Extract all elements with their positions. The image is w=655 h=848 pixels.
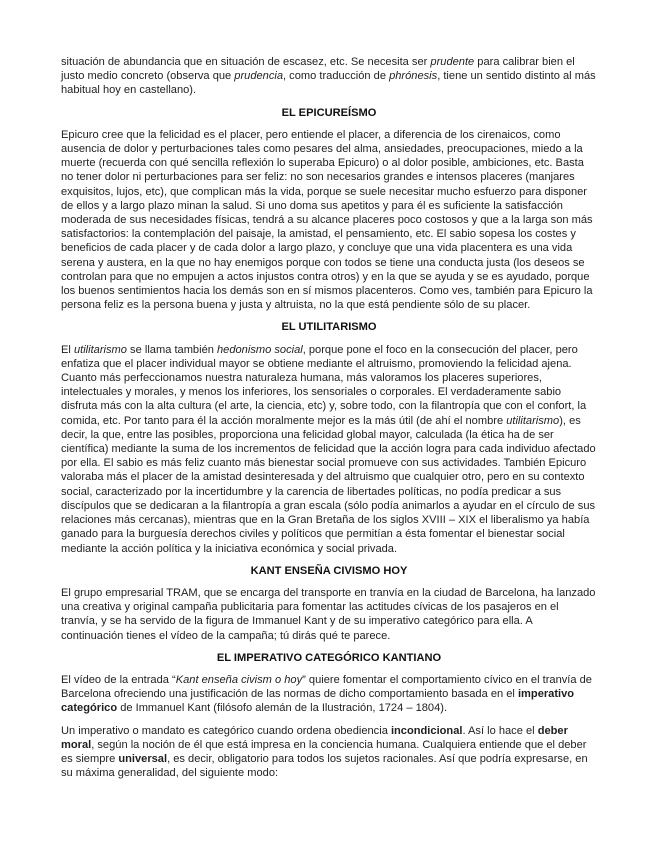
text-run: ), es decir, la que, entre las posibles, proporciona una felicidad global mayor, calculada (la ética ha de ser científica) mediante la suma de los incrementos de felicidad que la acción logra para cada individuo afectado por ella. El sabio es más feliz cuanto más bienestar social promueve con sus actividades. También Epicuro valoraba más el placer de la amistad desinteresada y del altruismo que cualquier otro, pero en su contexto social, caracterizado por la incertidumbre y la carencia de libertades políticas, no podía predicar a sus discípulos que se dedicaran a la filantropía a gran escala (sólo podía animarlos a ayudar en el círculo de sus relaciones más cercanas), mientras que en la Gran Bretaña de los siglos XVIII – XIX el liberalismo ya había ganado para la burguesía derechos civiles y políticos que permitían a ésta fomentar el bienestar social mediante la acción política y la iniciativa económica y social privada. — [61, 414, 596, 555]
text-run: situación de abundancia que en situación de escasez, etc. Se necesita ser — [61, 56, 431, 68]
heading-kant-civismo: KANT ENSEÑA CIVISMO HOY — [250, 564, 408, 577]
text-run: , porque pone el foco en la consecución del placer, pero enfatiza que el placer individual mayor se obtiene mediante el altruismo, promoviendo la felicidad ajena. Cuanto más perfeccionamos nuestra naturaleza humana, más valoramos los placeres superiores, intelectuales y morales, y menos los inferiores, los sensoriales o corporales. El verdaderamente sabio disfruta más con la alta cultura (el arte, la ciencia, etc) y, sobre todo, con la filantropía que con el confort, la comida, etc. Por tanto para él la acción moralmente mejor es la más útil (de ahí el nombre — [61, 343, 587, 427]
imperativo-paragraph-2 — [61, 724, 597, 781]
bold-term: incondicional — [390, 724, 463, 737]
italic-term: phrónesis — [389, 70, 438, 83]
text-run: para calibrar bien el justo medio concreto (observa que — [61, 56, 575, 83]
text-run: ” quiere fomentar el comportamiento cívico en el tranvía de Barcelona ofreciendo una justificación de las normas de dicho comportamiento basada en el — [61, 673, 592, 701]
text-run: El — [61, 343, 74, 356]
text-run: El vídeo de la entrada “ — [61, 673, 176, 686]
bold-term: universal — [118, 752, 168, 765]
text-run: . Así lo hace el — [462, 724, 538, 737]
imperativo-paragraph-1 — [61, 673, 597, 716]
intro-paragraph — [61, 55, 597, 98]
epicureismo-paragraph: Epicuro cree que la felicidad es el placer, pero entiende el placer, a diferencia de los cirenaicos, como ausencia de dolor y perturbaciones tales como pesares del alma, ansiedades, preocupaciones, miedo a la muerte (recuerda con qué sencilla reflexión lo superaba Epicuro) o al dolor posible, ambiciones, etc. Basta no tener dolor ni perturbaciones para ser feliz: no son necesarios grandes e intensos placeres (manjares exquisitos, lujos, etc), que complican más la vida, porque se suele necesitar mucho esfuerzo para disponer de ellos y a largo plazo minan la salud. Si uno doma sus apetitos y para él es suficiente la satisfacción moderada de sus necesidades físicas, tendrá a su alcance placeres poco costosos y que a la larga son más satisfactorios: la contemplación del paisaje, la amistad, el pensamiento, etc. El sabio sopesa los costes y beneficios de cada placer y de cada dolor a largo plazo, y concluye que una vida placentera es una vida serena y austera, en la que no hay enemigos porque con todos se tiene una conducta justa (los deseos se controlan para que no empujen a actos injustos contra otros) y en la que se ayuda y se es ayudado, porque los buenos sentimientos hacia los demás son en sí mismos placenteros. Como ves, también para Epicuro la persona feliz es la persona buena y justa y altruista, no la que está pendiente sólo de su placer. — [61, 128, 593, 312]
heading-utilitarismo: EL UTILITARISMO — [281, 321, 377, 334]
italic-term: prudencia — [234, 70, 284, 83]
heading-epicureismo: EL EPICUREÍSMO — [281, 106, 377, 119]
text-run: Un imperativo o mandato es categórico cuando ordena obediencia — [61, 724, 391, 737]
bold-term: deber moral — [61, 724, 568, 751]
italic-term: hedonismo social — [217, 343, 303, 356]
italic-term: utilitarismo — [506, 414, 560, 427]
text-run: se llama también — [126, 343, 217, 356]
utilitarismo-paragraph — [61, 343, 597, 556]
italic-term: prudente — [430, 56, 475, 68]
document-page — [61, 55, 597, 788]
text-run: , como traducción de — [283, 70, 390, 83]
text-run: de Immanuel Kant (filósofo alemán de la Ilustración, 1724 – 1804). — [117, 702, 448, 715]
kant-civismo-paragraph: El grupo empresarial TRAM, que se encarga del transporte en tranvía en la ciudad de Barcelona, ha lanzado una creativa y original campaña publicitaria para fomentar las actitudes cívicas de los pasajeros en el tranvía, y se ha servido de la figura de Immanuel Kant y de su imperativo categórico para ella. A continuación tienes el vídeo de la campaña; tú dirás qué te parece. — [61, 586, 596, 642]
text-run: , tiene un sentido distinto al más habitual hoy en castellano). — [61, 70, 596, 97]
text-run: , es decir, obligatorio para todos los sujetos racionales. Así que podría expresarse, en su máxima generalidad, del siguiente modo: — [61, 752, 588, 780]
italic-term: Kant enseña civism o hoy — [175, 673, 303, 686]
text-run: , según la noción de él que está impresa en la conciencia humana. Cualquiera entiende que el deber es siempre — [61, 738, 587, 765]
bold-term: imperativo categórico — [61, 688, 575, 715]
heading-imperativo: EL IMPERATIVO CATEGÓRICO KANTIANO — [216, 651, 442, 664]
italic-term: utilitarismo — [73, 343, 127, 356]
